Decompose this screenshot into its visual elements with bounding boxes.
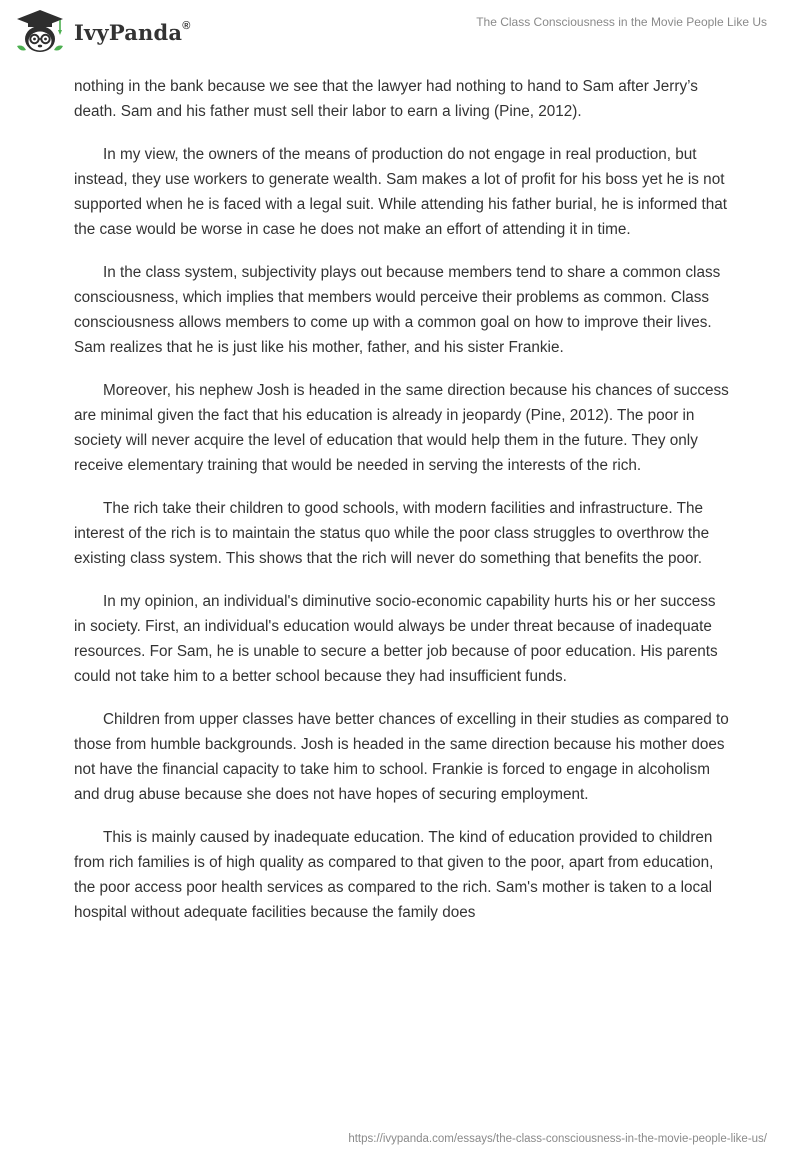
source-url[interactable]: https://ivypanda.com/essays/the-class-consciousness-in-the-movie-people-like-us/ — [348, 1133, 767, 1145]
panda-graduate-icon — [14, 8, 66, 56]
paragraph: In my view, the owners of the means of production do not engage in real production, but instead, they use workers to generate wealth. Sam makes a lot of profit for his boss yet he is not supported when he is faced with a legal suit. While attending his father burial, he is informed that the case would be worse in case he does not make an effort of attending it in time. — [74, 146, 728, 238]
paragraph: This is mainly caused by inadequate education. The kind of education provided to children from rich families is of high quality as compared to that given to the poor, apart from education, the poor access poor health services as compared to the rich. Sam's mother is taken to a local hospital without adequate facilities because the family does — [74, 829, 714, 921]
registered-mark: ® — [182, 19, 191, 32]
logo-wordmark: IvyPanda — [74, 19, 183, 45]
ivypanda-logo[interactable] — [14, 8, 191, 56]
page-header — [0, 0, 800, 64]
paragraph: In the class system, subjectivity plays out because members tend to share a common class consciousness, which implies that members would perceive their problems as common. Class consciousness allows members to come up with a common goal on how to improve their lives. Sam realizes that he is just like his mother, father, and his sister Frankie. — [74, 264, 721, 356]
logo-text — [74, 20, 191, 45]
paragraph: Moreover, his nephew Josh is headed in the same direction because his chances of success are minimal given the fact that his education is already in jeopardy (Pine, 2012). The poor in society will never acquire the level of education that would help them in the future. They only receive elementary training that would be needed in serving the interests of the rich. — [74, 382, 729, 474]
paragraph: The rich take their children to good schools, with modern facilities and infrastructure. The interest of the rich is to maintain the status quo while the poor class struggles to overthrow the existing class system. This shows that the rich will never do something that benefits the poor. — [74, 500, 710, 567]
paragraph: Children from upper classes have better chances of excelling in their studies as compared to those from humble backgrounds. Josh is headed in the same direction because his mother does not have the financial capacity to take him to school. Frankie is forced to engage in alcoholism and drug abuse because she does not have hopes of securing employment. — [74, 711, 729, 803]
document-title: The Class Consciousness in the Movie People Like Us — [476, 15, 767, 29]
paragraph: In my opinion, an individual's diminutive socio-economic capability hurts his or her success in society. First, an individual's education would always be under threat because of inadequate resources. For Sam, he is unable to secure a better job because of poor education. His parents could not take him to a better school because they had insufficient funds. — [74, 593, 718, 685]
paragraph: nothing in the bank because we see that the lawyer had nothing to hand to Sam after Jerry’s death. Sam and his father must sell their labor to earn a living (Pine, 2012). — [74, 78, 698, 120]
essay-body — [74, 74, 729, 943]
